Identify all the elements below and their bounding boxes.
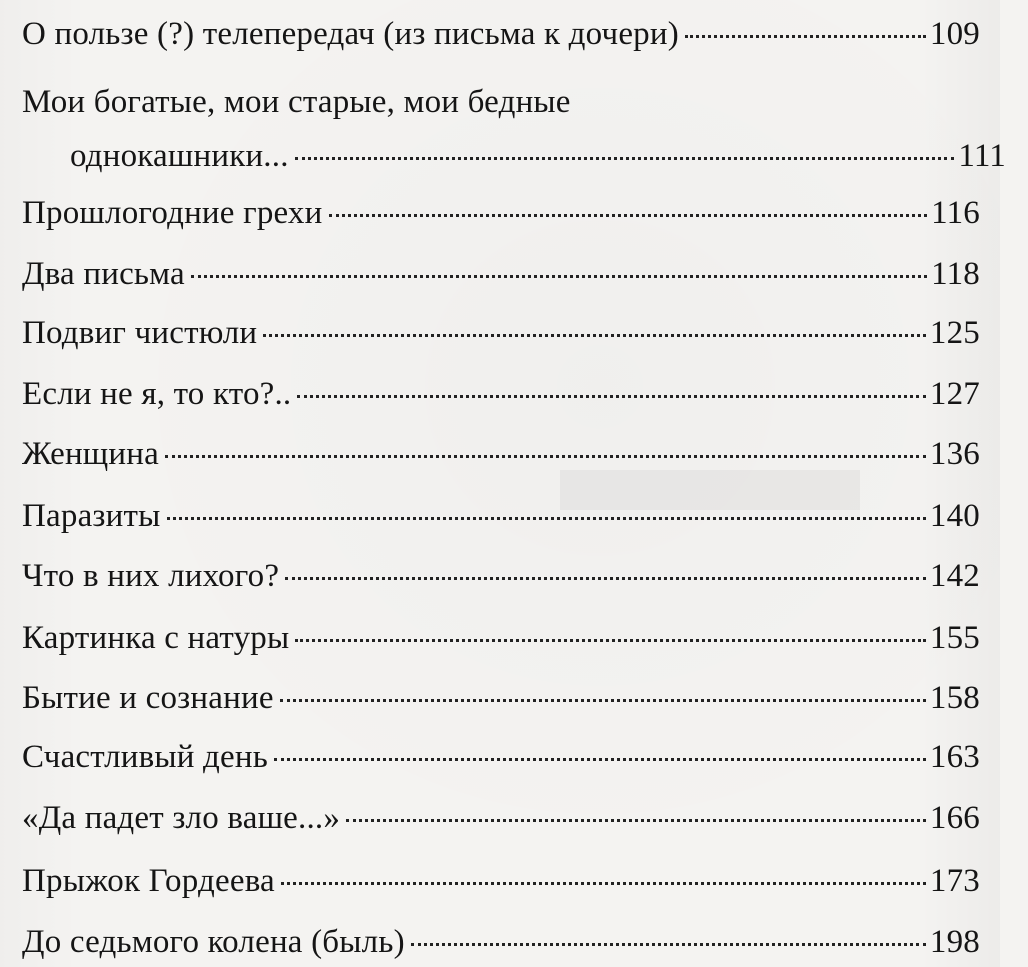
toc-entry: [22, 556, 980, 596]
toc-entry-page: 125: [929, 315, 980, 351]
toc-entry-title: Счастливый день: [22, 739, 269, 775]
dot-leader: [263, 334, 926, 337]
toc-entry: [22, 254, 980, 294]
toc-entry-page: 140: [929, 498, 980, 534]
dot-leader: [167, 517, 926, 520]
toc-entry-page: 109: [929, 16, 980, 52]
dot-leader: [295, 639, 926, 642]
toc-entry-title: До седьмого колена (быль): [22, 924, 405, 960]
toc-entry-title: Прошлогодние грехи: [22, 195, 323, 231]
toc-entry-title: однокашники...: [70, 138, 289, 174]
dot-leader: [280, 699, 926, 702]
dot-leader: [285, 577, 926, 580]
dot-leader: [191, 275, 927, 278]
toc-entry: [22, 82, 1006, 176]
toc-entry: [22, 861, 980, 901]
toc-entry-title-line1: Мои богатые, мои старые, мои бедные: [22, 84, 571, 120]
toc-entry: [22, 496, 980, 536]
dot-leader: [329, 214, 928, 217]
dot-leader: [685, 35, 926, 38]
toc-entry: [22, 678, 980, 718]
toc-entry-page: 136: [929, 436, 980, 472]
toc-entry: [22, 922, 980, 962]
toc-entry-page: 118: [931, 256, 980, 292]
toc-entry-title: Прыжок Гордеева: [22, 863, 275, 899]
dot-leader: [346, 819, 926, 822]
toc-entry-page: 155: [929, 620, 980, 656]
toc-entry-page: 166: [929, 800, 980, 836]
toc-entry-title: Если не я, то кто?..: [22, 376, 292, 412]
toc-entry: [22, 434, 980, 474]
toc-entry-title: О пользе (?) телепередач (из письма к дочери): [22, 16, 679, 52]
toc-entry-title: Женщина: [22, 436, 159, 472]
toc-entry-page: 158: [929, 680, 980, 716]
toc-entry-title: Картинка с натуры: [22, 620, 290, 656]
toc-entry: [22, 313, 980, 353]
toc-entry: [22, 798, 980, 838]
dot-leader: [165, 455, 926, 458]
toc-entry-page: 111: [958, 138, 1006, 174]
toc-entry-page: 142: [929, 558, 980, 594]
toc-entry-page: 173: [929, 863, 980, 899]
toc-entry-title: Бытие и сознание: [22, 680, 274, 716]
toc-entry: [22, 374, 980, 414]
dot-leader: [281, 882, 926, 885]
toc-entry-title: Что в них лихого?: [22, 558, 280, 594]
dot-leader: [274, 758, 926, 761]
toc-entry: [22, 737, 980, 777]
toc-entry-title: «Да падет зло ваше...»: [22, 800, 341, 836]
toc-entry: [22, 618, 980, 658]
toc-entry-title: Подвиг чистюли: [22, 315, 258, 351]
dot-leader: [295, 157, 955, 160]
toc-entry-page: 127: [929, 376, 980, 412]
toc-entry-title: Два письма: [22, 256, 185, 292]
dot-leader: [411, 943, 926, 946]
toc-entry-title: Паразиты: [22, 498, 161, 534]
toc-entry-page: 198: [929, 924, 980, 960]
toc-entry: [22, 14, 980, 54]
toc-entry-page: 163: [929, 739, 980, 775]
toc-entry-page: 116: [931, 195, 980, 231]
toc-entry: [22, 193, 980, 233]
dot-leader: [297, 395, 926, 398]
